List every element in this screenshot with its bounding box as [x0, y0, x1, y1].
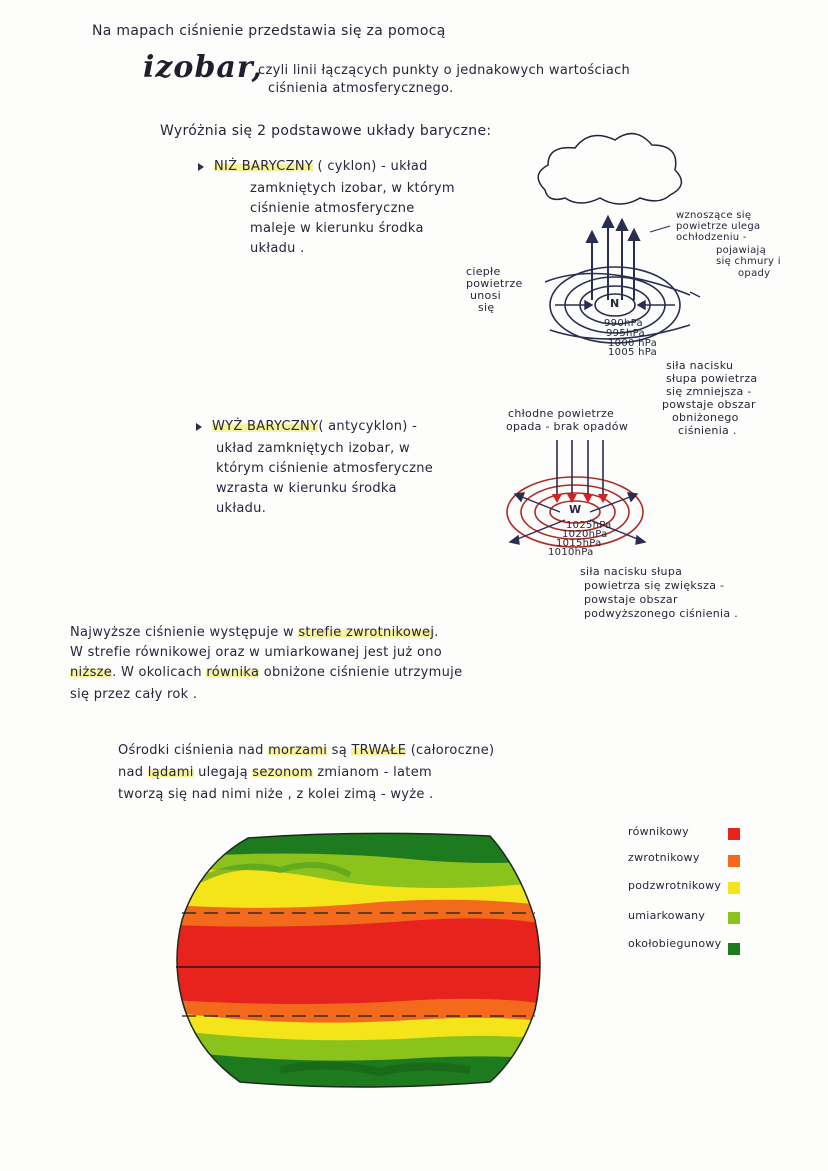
centers-2-highlight: lądami — [147, 765, 194, 780]
warm-air-4: się — [478, 301, 495, 314]
cyclone-iso-3: 1000 hPa — [608, 338, 658, 349]
cyclone-note-4: powstaje obszar — [662, 398, 756, 411]
wyz-line-3: wzrasta w kierunku środka — [216, 481, 397, 496]
wyz-line-4: układu. — [216, 501, 267, 516]
centers-1b: są — [331, 743, 347, 758]
cyclone-note-2: słupa powietrza — [666, 372, 758, 385]
pressure-para-3-highlight: równika — [206, 665, 260, 680]
anticyclone-note-2: powietrza się zwiększa - — [584, 579, 725, 592]
cyclone-iso-2: 995hPa — [606, 328, 645, 339]
centers-line-3: tworzą się nad nimi niże , z kolei zimą - wyże . — [118, 787, 434, 802]
niz-line-4: układu . — [250, 241, 305, 256]
wyz-line-1: układ zamkniętych izobar, w — [216, 441, 410, 456]
niz-line-3: maleje w kierunku środka — [250, 221, 424, 236]
rising-air-3: ochłodzeniu - — [676, 232, 747, 243]
anticyclone-center-label: W — [569, 503, 582, 516]
legend-swatch-4 — [728, 912, 740, 924]
anticyclone-note-1: siła nacisku słupa — [580, 565, 683, 578]
centers-2b: ulegają — [198, 765, 248, 780]
cyclone-note-6: ciśnienia . — [678, 424, 737, 437]
centers-2-highlight-2: sezonom — [252, 765, 313, 780]
cyclone-note-3: się zmniejsza - — [666, 385, 752, 398]
anticyclone-iso-4: 1010hPa — [548, 547, 594, 558]
legend-label-1: równikowy — [628, 825, 689, 838]
wyz-title-rest: ( antycyklon) - — [318, 419, 418, 434]
rising-air-6: opady — [738, 268, 771, 279]
niz-title-rest: ( cyklon) - układ — [317, 159, 428, 174]
legend-label-5: okołobiegunowy — [628, 937, 722, 950]
pressure-para-1b: . — [434, 625, 439, 640]
centers-1-highlight-2: TRWAŁE — [351, 743, 407, 758]
centers-1-highlight: morzami — [268, 743, 328, 758]
pressure-para-3b: . W okolicach — [112, 665, 202, 680]
warm-air-1: ciepłe — [466, 265, 501, 278]
centers-1a: Ośrodki ciśnienia nad — [118, 743, 264, 758]
cold-air-1: chłodne powietrze — [508, 407, 615, 420]
niz-line-2: ciśnienie atmosferyczne — [250, 201, 415, 216]
intro-line-2: czyli linii łączących punkty o jednakowych wartościach — [258, 63, 631, 78]
anticyclone-note-3: powstaje obszar — [584, 593, 678, 606]
anticyclone-iso-2: 1020hPa — [562, 529, 608, 540]
cyclone-note-1: siła nacisku — [666, 359, 734, 372]
legend-label-4: umiarkowany — [628, 909, 706, 922]
pressure-para-1-highlight: strefie zwrotnikowej — [298, 625, 435, 640]
legend-swatch-5 — [728, 943, 740, 955]
rising-air-4: pojawiają — [716, 245, 767, 256]
rising-air-1: wznoszące się — [676, 210, 752, 221]
wyz-line-2: którym ciśnienie atmosferyczne — [216, 461, 434, 476]
cold-air-2: opada - brak opadów — [506, 420, 629, 433]
centers-2a: nad — [118, 765, 144, 780]
niz-title: NIŻ BARYCZNY — [214, 159, 314, 174]
anticyclone-note-4: podwyższonego ciśnienia . — [584, 607, 739, 620]
pressure-para-1a: Najwyższe ciśnienie występuje w — [70, 625, 294, 640]
legend-swatch-1 — [728, 828, 740, 840]
pressure-para-line-2: W strefie równikowej oraz w umiarkowanej jest już ono — [70, 645, 442, 660]
pressure-para-3c: obniżone ciśnienie utrzymuje — [263, 665, 463, 680]
legend-label-2: zwrotnikowy — [628, 851, 700, 864]
anticyclone-iso-3: 1015hPa — [556, 538, 602, 549]
legend-swatch-3 — [728, 882, 740, 894]
cyclone-note-5: obniżonego — [672, 411, 739, 424]
centers-1c: (całoroczne) — [410, 743, 495, 758]
pressure-para-line-4: się przez cały rok . — [70, 687, 198, 702]
anticyclone-iso-1: 1025hPa — [566, 520, 612, 531]
niz-line-1: zamkniętych izobar, w którym — [250, 181, 455, 196]
rising-air-2: powietrze ulega — [676, 221, 761, 232]
legend-swatch-2 — [728, 855, 740, 867]
legend-label-3: podzwrotnikowy — [628, 879, 722, 892]
cyclone-iso-4: 1005 hPa — [608, 347, 658, 358]
warm-air-3: unosi — [470, 289, 501, 302]
systems-heading: Wyróżnia się 2 podstawowe układy baryczne: — [160, 123, 492, 139]
cyclone-iso-1: 990hPa — [604, 318, 643, 329]
izobar-heading: izobar, — [143, 50, 263, 85]
cyclone-center-label: N — [610, 297, 620, 310]
rising-air-5: się chmury i — [716, 256, 781, 267]
warm-air-2: powietrze — [466, 277, 523, 290]
wyz-title: WYŻ BARYCZNY — [212, 419, 319, 434]
pressure-para-3a: niższe — [70, 665, 113, 680]
centers-2c: zmianom - latem — [317, 765, 432, 780]
intro-line-1: Na mapach ciśnienie przedstawia się za pomocą — [92, 23, 446, 39]
intro-line-3: ciśnienia atmosferycznego. — [268, 81, 454, 96]
